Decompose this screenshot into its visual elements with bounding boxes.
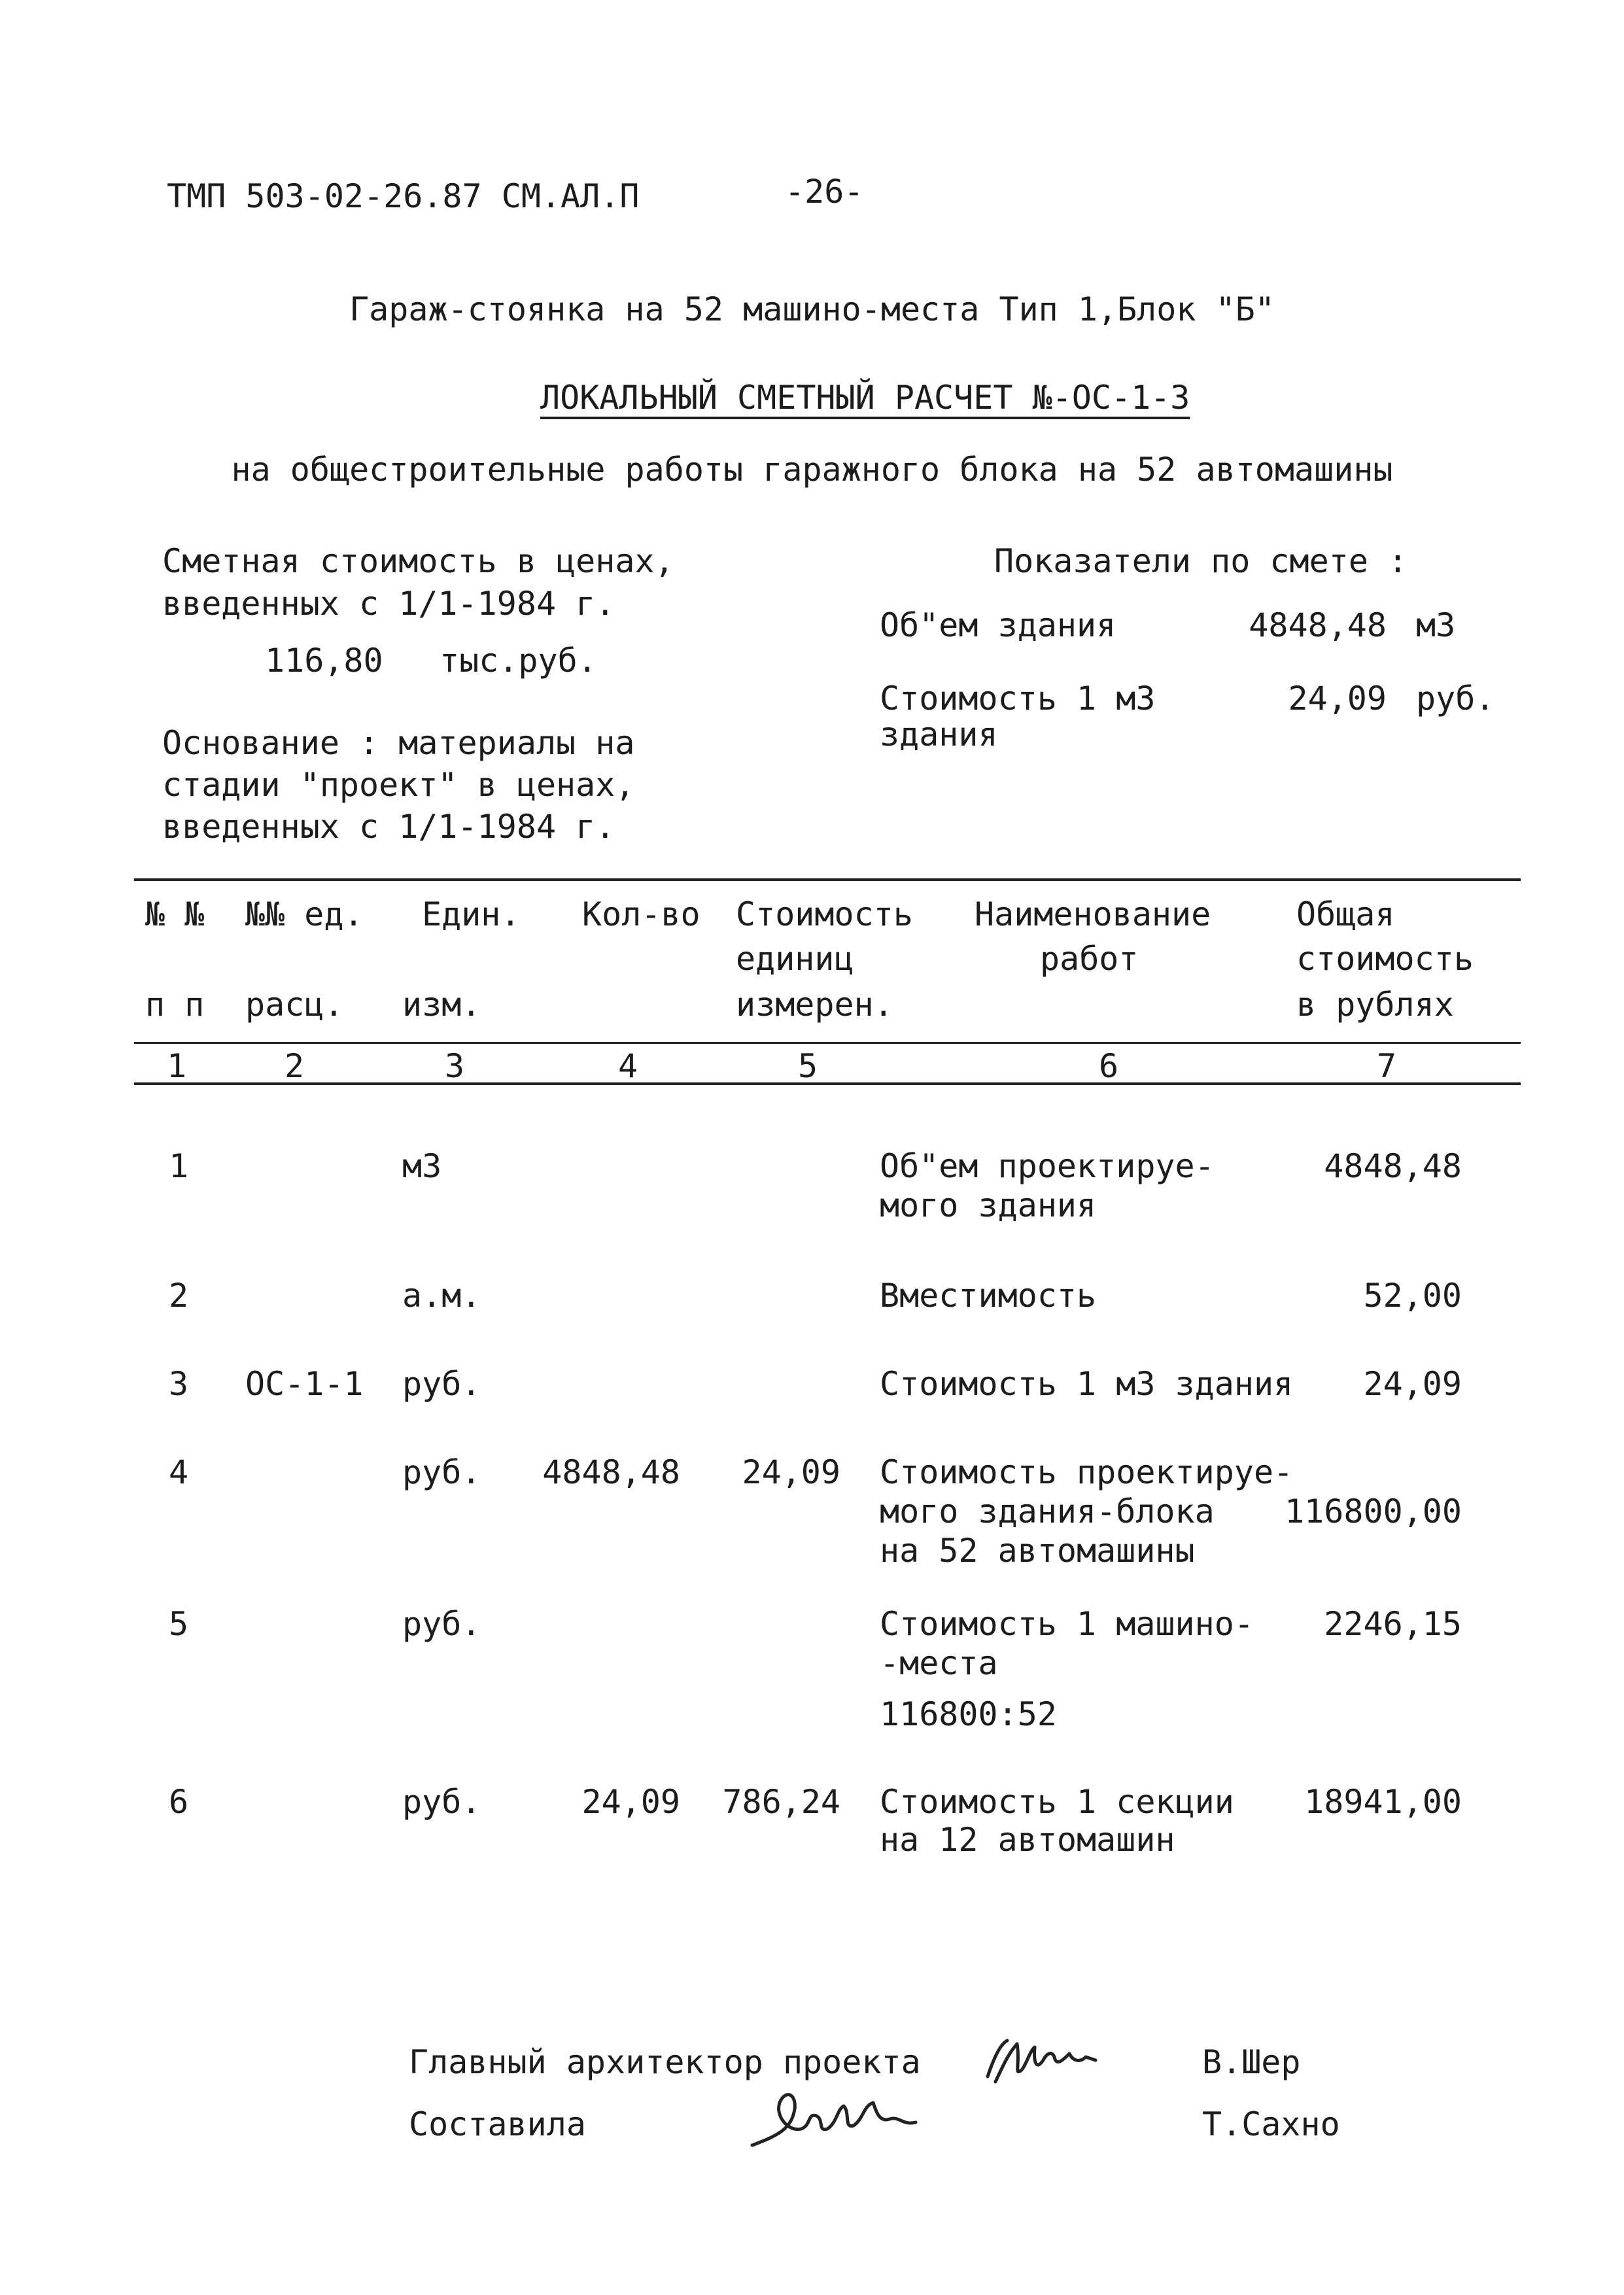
unit-cost-label-2: здания <box>880 716 998 753</box>
header-col2-sub: расц. <box>245 986 344 1024</box>
cost-amount: 116,80 <box>265 642 383 680</box>
row-name-line: Стоимость проектируе- <box>880 1453 1294 1491</box>
row-code: ОС-1-1 <box>245 1365 364 1403</box>
row-number: 4 <box>169 1453 189 1491</box>
col-number-4: 4 <box>617 1047 638 1085</box>
header-col3: Един. <box>422 895 521 933</box>
col-number-6: 6 <box>1098 1047 1119 1085</box>
row-number: 1 <box>169 1147 189 1185</box>
header-col5-l3: измерен. <box>736 986 893 1024</box>
row-unit-price: 786,24 <box>722 1783 840 1821</box>
volume-value: 4848,48 <box>1249 606 1387 644</box>
header-col7: Общая <box>1296 895 1395 933</box>
basis-line-1: Основание : материалы на <box>162 724 635 762</box>
unit-cost-label: Стоимость 1 м3 <box>880 680 1156 717</box>
row-unit: руб. <box>402 1605 481 1643</box>
row-name-line: Стоимость 1 машино- <box>880 1605 1254 1643</box>
row-quantity: 24,09 <box>581 1783 680 1821</box>
basis-line-3: введенных с 1/1-1984 г. <box>162 808 615 846</box>
compiler-label: Составила <box>409 2105 586 2143</box>
row-name-line: мого здания <box>880 1186 1097 1224</box>
cost-unit: тыс.руб. <box>440 642 597 680</box>
row-name-line: Стоимость 1 м3 здания <box>880 1365 1294 1403</box>
architect-signature <box>981 2031 1151 2096</box>
row-total: 2246,15 <box>1324 1605 1462 1643</box>
cost-line-2: введенных с 1/1-1984 г. <box>162 585 615 623</box>
row-number: 2 <box>169 1277 189 1315</box>
col-number-5: 5 <box>797 1047 818 1085</box>
row-name-line: мого здания-блока <box>880 1493 1215 1530</box>
header-col5-l2: единиц <box>736 940 854 978</box>
header-col6: Наименование <box>975 895 1211 933</box>
volume-label: Об"ем здания <box>880 606 1116 644</box>
row-unit: м3 <box>402 1147 442 1185</box>
document-code: ТМП 503-02-26.87 СМ.АЛ.П <box>167 177 640 215</box>
row-total: 18941,00 <box>1304 1783 1462 1821</box>
row-name-line: на 12 автомашин <box>880 1821 1175 1859</box>
row-total: 4848,48 <box>1324 1147 1462 1185</box>
header-col4: Кол-во <box>582 895 700 933</box>
row-quantity: 4848,48 <box>542 1453 680 1491</box>
col-number-1: 1 <box>166 1047 187 1085</box>
col-number-3: 3 <box>444 1047 465 1085</box>
header-col1-sub: п п <box>145 986 205 1024</box>
unit-cost-unit: руб. <box>1416 680 1495 717</box>
row-unit: руб. <box>402 1783 481 1821</box>
estimate-subtitle: на общестроительные работы гаражного блока на 52 автомашины <box>231 451 1393 489</box>
unit-cost-value: 24,09 <box>1288 680 1387 717</box>
header-divider <box>134 1042 1521 1044</box>
header-col7-l2: стоимость <box>1296 940 1474 978</box>
row-total: 24,09 <box>1363 1365 1462 1403</box>
header-col1: № № <box>145 895 205 933</box>
header-col5: Стоимость <box>736 895 913 933</box>
row-number: 5 <box>169 1605 189 1643</box>
col-number-7: 7 <box>1376 1047 1397 1085</box>
header-col2: №№ ед. <box>245 895 364 933</box>
table-top-rule <box>134 878 1521 881</box>
row-unit: руб. <box>402 1453 481 1491</box>
row-name-line: Стоимость 1 секции <box>880 1783 1234 1821</box>
compiler-name: Т.Сахно <box>1202 2105 1340 2143</box>
page-title: Гараж-стоянка на 52 машино-места Тип 1,Блок "Б" <box>349 290 1275 328</box>
header-col3-sub: изм. <box>402 986 481 1024</box>
column-number-rule <box>134 1082 1521 1085</box>
row-name-line: Об"ем проектируе- <box>880 1147 1215 1185</box>
header-col6-l2: работ <box>1040 940 1139 978</box>
row-number: 6 <box>169 1783 189 1821</box>
row-name-line: -места <box>880 1644 998 1682</box>
row-name-line: Вместимость <box>880 1277 1097 1315</box>
row-name-line: на 52 автомашины <box>880 1532 1195 1570</box>
row-unit: а.м. <box>402 1277 481 1315</box>
cost-line-1: Сметная стоимость в ценах, <box>162 542 674 580</box>
compiler-signature <box>739 2083 935 2155</box>
row-unit-price: 24,09 <box>742 1453 840 1491</box>
architect-name: В.Шер <box>1202 2043 1301 2081</box>
row-total: 52,00 <box>1363 1277 1462 1315</box>
architect-label: Главный архитектор проекта <box>409 2043 921 2081</box>
row-name-line: 116800:52 <box>880 1695 1057 1733</box>
header-col7-l3: в рублях <box>1296 986 1454 1024</box>
row-unit: руб. <box>402 1365 481 1403</box>
indicators-heading: Показатели по смете : <box>994 542 1408 580</box>
col-number-2: 2 <box>284 1047 305 1085</box>
basis-line-2: стадии "проект" в ценах, <box>162 766 635 804</box>
row-total: 116800,00 <box>1285 1493 1462 1530</box>
estimate-title: ЛОКАЛЬНЫЙ СМЕТНЫЙ РАСЧЕТ №-ОС-1-3 <box>540 379 1190 417</box>
volume-unit: м3 <box>1416 606 1456 644</box>
row-number: 3 <box>169 1365 189 1403</box>
page-number: -26- <box>785 173 864 211</box>
